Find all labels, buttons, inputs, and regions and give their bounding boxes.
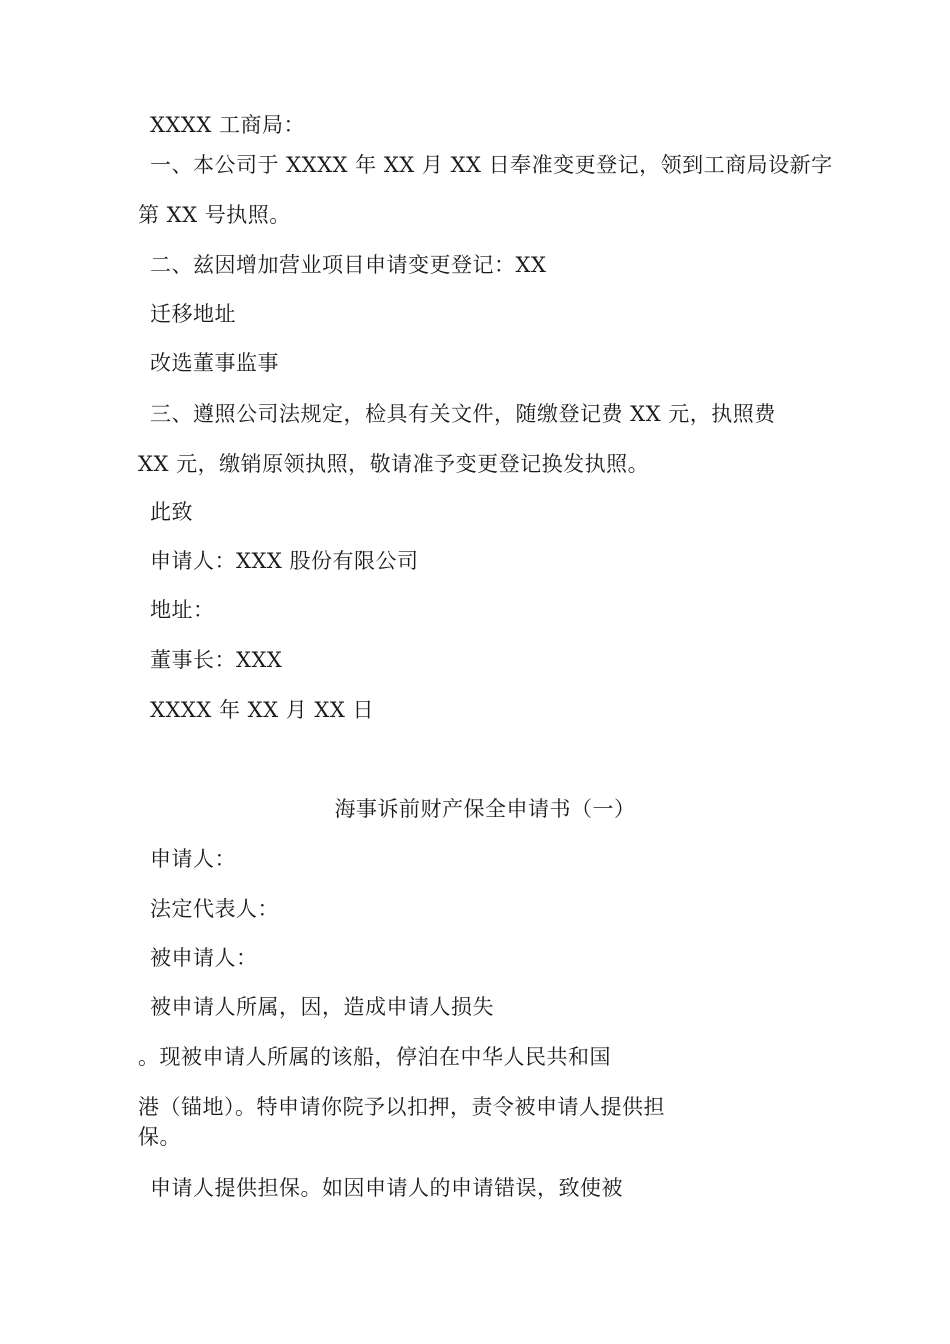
paragraph-three-line-one: 三、遵照公司法规定，检具有关文件，随缴登记费 XX 元，执照费 [150,402,776,426]
form-body-line-four: 保。 [138,1125,181,1149]
form-body-line-five: 申请人提供担保。如因申请人的申请错误，致使被 [150,1176,623,1200]
chairman-line: 董事长：XXX [150,648,283,672]
form-body-line-one: 被申请人所属，因，造成申请人损失 [150,995,494,1019]
item-reelect-directors: 改选董事监事 [150,351,279,375]
addressee-line: XXXX 工商局： [150,113,305,137]
paragraph-two: 二、兹因增加营业项目申请变更登记：XX [150,253,547,277]
address-line: 地址： [150,598,215,622]
closing-line: 此致 [150,500,193,524]
form-legal-rep-line: 法定代表人： [150,897,279,921]
form-title: 海事诉前财产保全申请书（一） [334,797,636,821]
paragraph-three-line-two: XX 元，缴销原领执照，敬请准予变更登记换发执照。 [138,452,650,476]
paragraph-one-line-one: 一、本公司于 XXXX 年 XX 月 XX 日奉准变更登记，领到工商局设新字 [150,153,833,177]
form-body-line-three: 港（锚地）。特申请你院予以扣押，责令被申请人提供担 [138,1095,665,1119]
date-line: XXXX 年 XX 月 XX 日 [150,698,374,722]
form-body-line-two: 。现被申请人所属的该船，停泊在中华人民共和国 [138,1045,611,1069]
form-respondent-line: 被申请人： [150,946,258,970]
paragraph-one-line-two: 第 XX 号执照。 [138,203,291,227]
item-move-address: 迁移地址 [150,302,236,326]
applicant-company-line: 申请人：XXX 股份有限公司 [150,549,419,573]
form-applicant-line: 申请人： [150,847,236,871]
